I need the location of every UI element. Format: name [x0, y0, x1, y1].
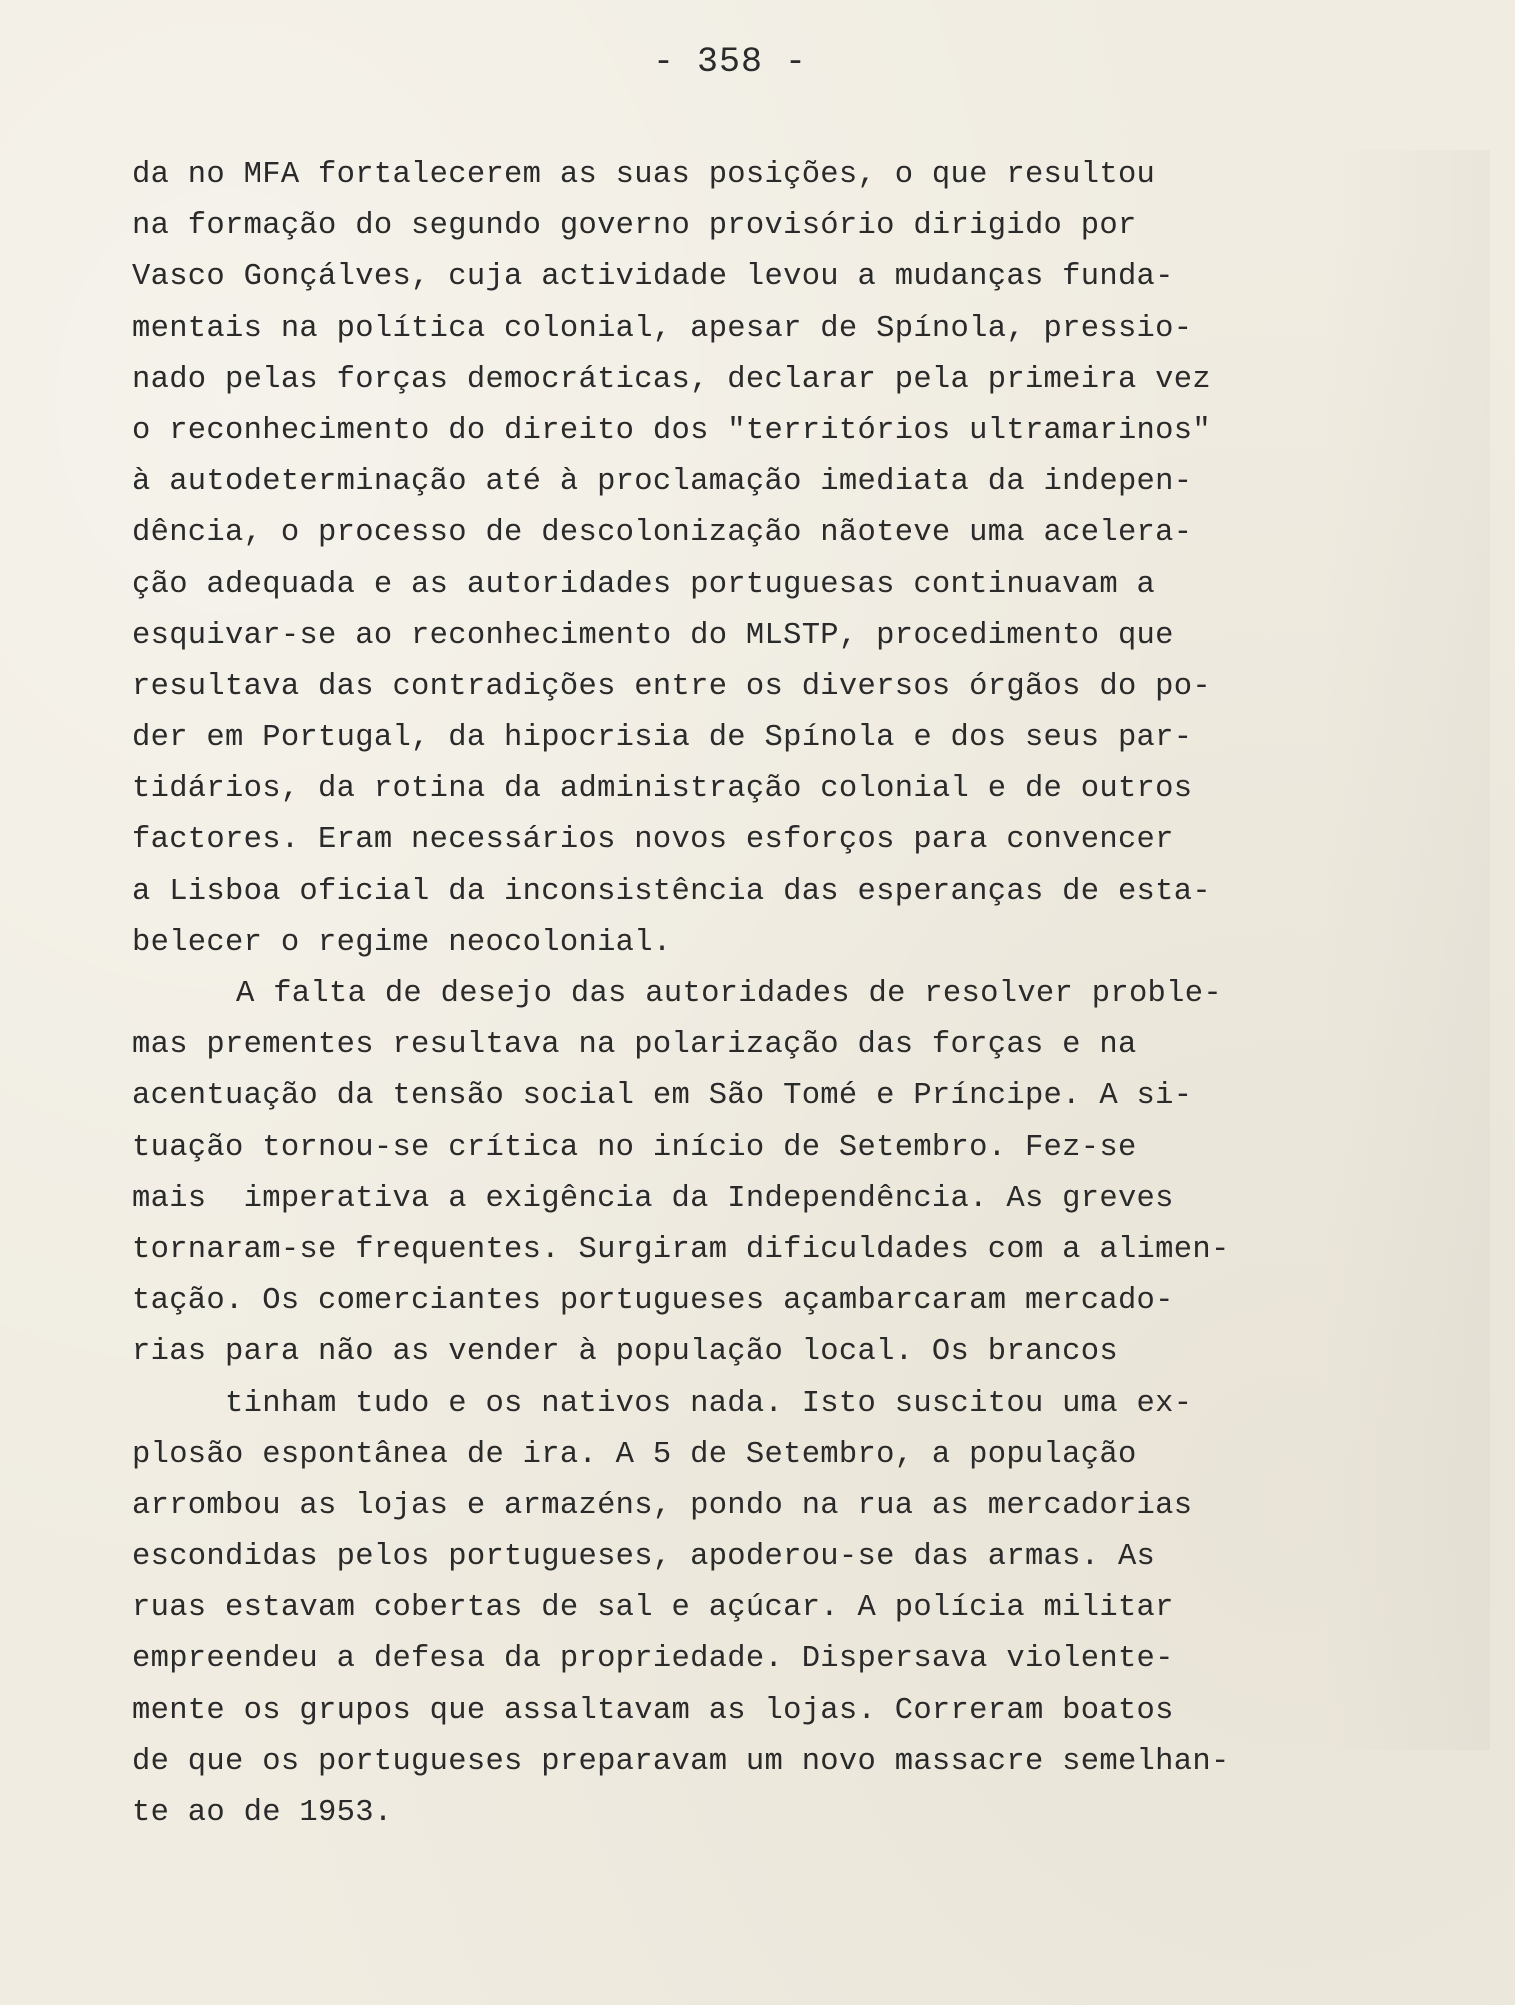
text-line: te ao de 1953.: [132, 1796, 393, 1830]
text-line: o reconhecimento do direito dos "territórios ultramarinos": [132, 413, 1211, 448]
text-line: belecer o regime neocolonial.: [132, 925, 672, 960]
paragraph-1: [132, 150, 1382, 969]
text-line: esquivar-se ao reconhecimento do MLSTP, procedimento que: [132, 618, 1174, 653]
text-line: tinham tudo e os nativos nada. Isto suscitou uma ex-: [132, 1386, 1193, 1421]
text-line: mais imperativa a exigência da Independência. As greves: [132, 1181, 1174, 1216]
paragraph-2: [132, 969, 1382, 1839]
text-line: plosão espontânea de ira. A 5 de Setembro, a população: [132, 1437, 1137, 1472]
text-line: mas prementes resultava na polarização das forças e na: [132, 1028, 1137, 1063]
text-line: dência, o processo de descolonização nãoteve uma acelera-: [132, 516, 1193, 551]
text-line: ção adequada e as autoridades portuguesas continuavam a: [132, 567, 1156, 602]
text-line: tornaram-se frequentes. Surgiram dificuldades com a alimen-: [132, 1232, 1230, 1267]
text-line: na formação do segundo governo provisório dirigido por: [132, 209, 1137, 244]
text-line: der em Portugal, da hipocrisia de Spínola e dos seus par-: [132, 721, 1193, 756]
text-line: acentuação da tensão social em São Tomé e Príncipe. A si-: [132, 1079, 1193, 1114]
text-line: de que os portugueses preparavam um novo massacre semelhan-: [132, 1744, 1230, 1779]
text-line: resultava das contradições entre os diversos órgãos do po-: [132, 669, 1211, 704]
page-number: - 358 -: [652, 42, 808, 82]
text-line: mentais na política colonial, apesar de Spínola, pressio-: [132, 311, 1193, 346]
text-line: ruas estavam cobertas de sal e açúcar. A polícia militar: [132, 1591, 1174, 1626]
text-line: tação. Os comerciantes portugueses açambarcaram mercado-: [132, 1284, 1174, 1319]
text-line: arrombou as lojas e armazéns, pondo na rua as mercadorias: [132, 1488, 1193, 1523]
text-line: da no MFA fortalecerem as suas posições, o que resultou: [132, 158, 1156, 192]
text-line: empreendeu a defesa da propriedade. Dispersava violente-: [132, 1642, 1174, 1677]
text-line: factores. Eram necessários novos esforços para convencer: [132, 823, 1174, 858]
text-line: mente os grupos que assaltavam as lojas. Correram boatos: [132, 1693, 1174, 1728]
text-line: escondidas pelos portugueses, apoderou-se das armas. As: [132, 1540, 1156, 1575]
text-line: A falta de desejo das autoridades de resolver proble-: [236, 977, 1222, 1011]
text-line: rias para não as vender à população local. Os brancos: [132, 1335, 1118, 1370]
text-line: nado pelas forças democráticas, declarar pela primeira vez: [132, 362, 1211, 397]
text-line: tuação tornou-se crítica no início de Setembro. Fez-se: [132, 1130, 1137, 1165]
document-body: [132, 150, 1382, 1839]
text-line: tidários, da rotina da administração colonial e de outros: [132, 772, 1193, 807]
text-line: Vasco Gonçálves, cuja actividade levou a mudanças funda-: [132, 260, 1174, 295]
text-line: à autodeterminação até à proclamação imediata da indepen-: [132, 465, 1193, 500]
text-line: a Lisboa oficial da inconsistência das esperanças de esta-: [132, 874, 1211, 909]
